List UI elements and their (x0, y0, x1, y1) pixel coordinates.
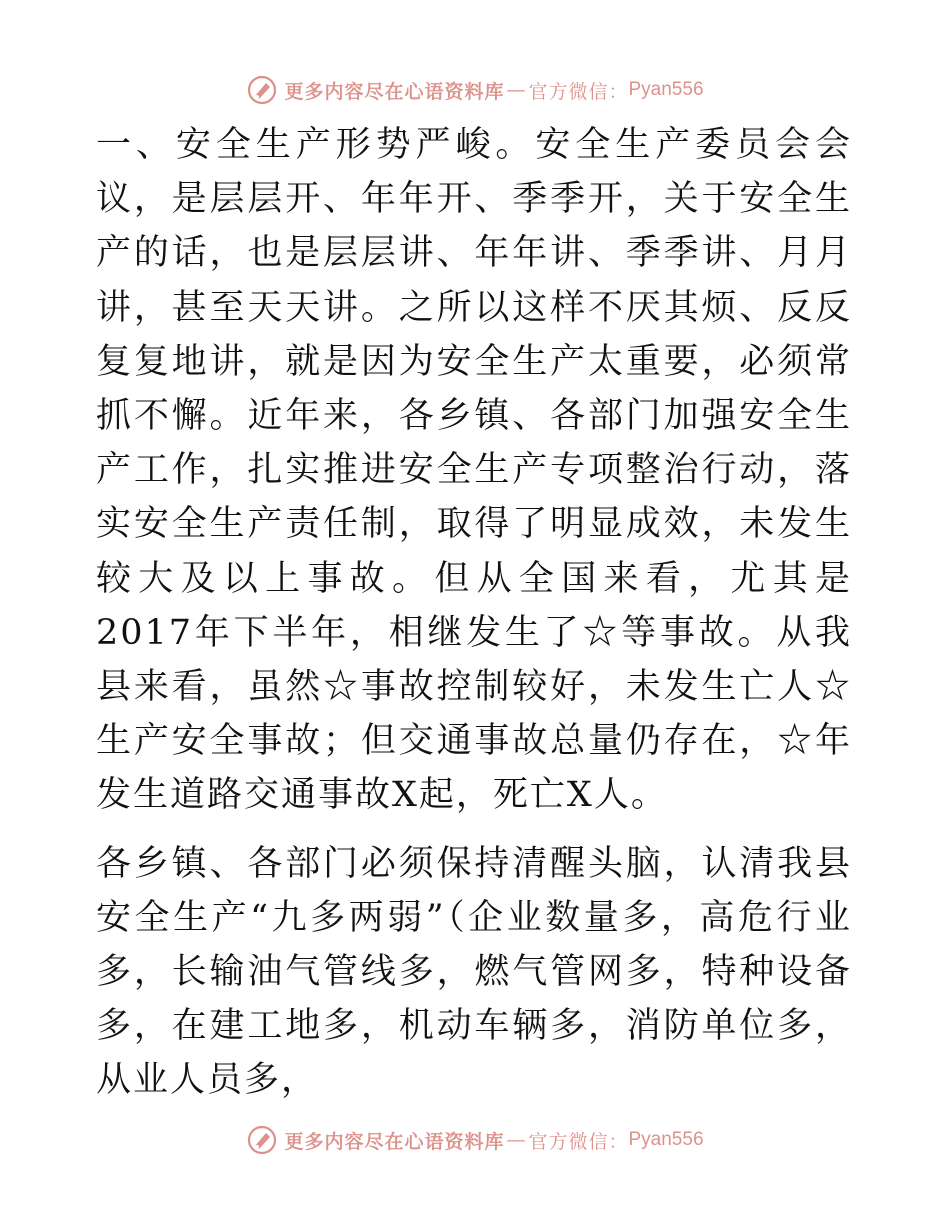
watermark-contact-label: 官方微信： (528, 1130, 629, 1153)
watermark-brand: 更多内容尽在心语资料库 (284, 80, 505, 103)
pen-nib-logo-icon (246, 1124, 278, 1156)
pen-nib-logo-icon (246, 74, 278, 106)
watermark-brand: 更多内容尽在心语资料库 (284, 1130, 505, 1153)
paragraph-safety-situation: 一、安全生产形势严峻。安全生产委员会会议，是层层开、年年开、季季开，关于安全生产的话，也是层层讲、年年讲、季季讲、月月讲，甚至天天讲。之所以这样不厌其烦、反反复复地讲，就是因为安全生产太重要，必须常抓不懈。近年来，各乡镇、各部门加强安全生产工作，扎实推进安全生产专项整治行动，落实安全生产责任制，取得了明显成效，未发生较大及以上事故。但从全国来看，尤其是2017年下半年，相继发生了☆等事故。从我县来看，虽然☆事故控制较好，未发生亡人☆生产安全事故；但交通事故总量仍存在，☆年发生道路交通事故X起，死亡X人。 (96, 125, 852, 816)
watermark-contact-label: 官方微信： (528, 80, 629, 103)
watermark-header (0, 74, 950, 106)
watermark-handle: Pyan556 (628, 1129, 704, 1150)
watermark-handle: Pyan556 (628, 79, 704, 100)
watermark-separator: — (506, 79, 527, 101)
paragraph-county-awareness: 各乡镇、各部门必须保持清醒头脑，认清我县安全生产“九多两弱”（企业数量多，高危行业多，长输油气管线多，燃气管网多，特种设备多，在建工地多，机动车辆多，消防单位多，从业人员多， (96, 843, 852, 1101)
watermark-footer (0, 1124, 950, 1156)
document-body (96, 118, 852, 1108)
watermark-separator: — (506, 1129, 527, 1151)
